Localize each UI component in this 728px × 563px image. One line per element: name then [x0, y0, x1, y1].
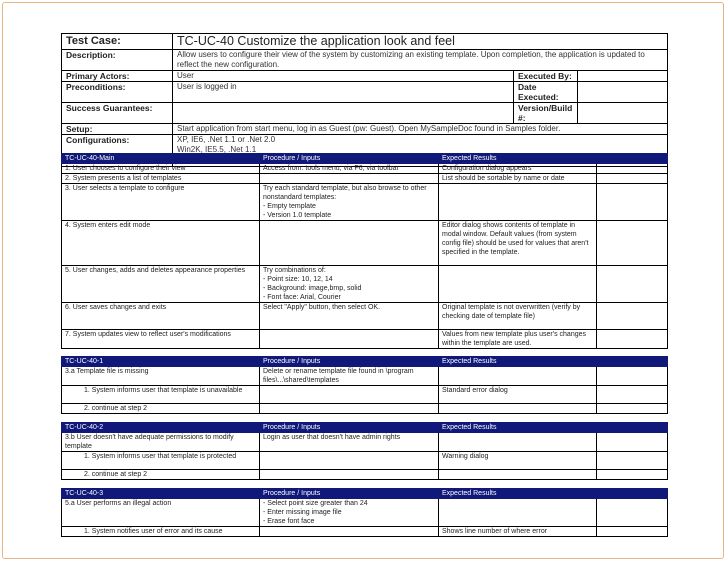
- main-flow-table: [61, 153, 668, 349]
- result-cell[interactable]: [597, 499, 668, 527]
- step-cell: 7. System updates view to reflect user's modifications: [62, 330, 260, 349]
- procedure-cell: [260, 330, 439, 349]
- expected-cell: [439, 470, 597, 480]
- step-cell: 3. User selects a template to configure: [62, 184, 260, 221]
- procedure-cell: Delete or rename template file found in \program files\...\shared\templates: [260, 367, 439, 386]
- expected-cell: Original template is not overwritten (verify by checking date of template file): [439, 303, 597, 330]
- procedure-cell: [260, 470, 439, 480]
- setup-label: Setup:: [62, 124, 173, 135]
- procedure-header: Procedure / Inputs: [260, 357, 439, 367]
- expected-cell: List should be sortable by name or date: [439, 174, 597, 184]
- result-cell[interactable]: [597, 527, 668, 537]
- expected-cell: [439, 184, 597, 221]
- procedure-cell: [260, 527, 439, 537]
- result-cell[interactable]: [597, 221, 668, 266]
- step-cell: 2. System presents a list of templates: [62, 174, 260, 184]
- procedure-cell: Try combinations of: - Point size: 10, 12, 14 - Background: image,bmp, solid - Font face: Arial, Courier: [260, 266, 439, 303]
- procedure-cell: [260, 221, 439, 266]
- procedure-cell: Login as user that doesn't have admin rights: [260, 433, 439, 452]
- description-value: Allow users to configure their view of the system by customizing an existing template. Upon completion, the application is updated to reflect the new configuration.: [173, 50, 668, 71]
- expected-cell: Warning dialog: [439, 452, 597, 470]
- expected-cell: Standard error dialog: [439, 386, 597, 404]
- step-cell: 1. System informs user that template is protected: [62, 452, 260, 470]
- date-executed-label: Date Executed:: [514, 82, 578, 103]
- setup-value: Start application from start menu, log in as Guest (pw: Guest). Open MySampleDoc found in Samples folder.: [173, 124, 668, 135]
- expected-results-header: Expected Results: [439, 423, 597, 433]
- procedure-cell: Select "Apply" button, then select OK.: [260, 303, 439, 330]
- expected-cell: Shows line number of where error: [439, 527, 597, 537]
- procedure-cell: [260, 452, 439, 470]
- alt-flow-id: TC-UC-40-2: [62, 423, 260, 433]
- description-label: Description:: [62, 50, 173, 71]
- procedure-cell: Try each standard template, but also browse to other nonstandard templates: - Empty template - Version 1.0 template: [260, 184, 439, 221]
- alt-flow-3-table: [61, 488, 668, 537]
- result-cell[interactable]: [597, 367, 668, 386]
- test-case-header-table: [61, 33, 668, 167]
- result-cell[interactable]: [597, 404, 668, 414]
- step-cell: 6. User saves changes and exits: [62, 303, 260, 330]
- step-cell: 2. continue at step 2: [62, 404, 260, 414]
- expected-cell: Configuration dialog appears: [439, 164, 597, 174]
- expected-results-header: Expected Results: [439, 154, 597, 164]
- result-cell[interactable]: [597, 330, 668, 349]
- step-cell: 4. System enters edit mode: [62, 221, 260, 266]
- result-cell[interactable]: [597, 266, 668, 303]
- step-cell: 3.b User doesn't have adequate permissions to modify template: [62, 433, 260, 452]
- step-cell: 1. System informs user that template is unavailable: [62, 386, 260, 404]
- expected-results-header: Expected Results: [439, 357, 597, 367]
- expected-results-header: Expected Results: [439, 489, 597, 499]
- expected-cell: Editor dialog shows contents of template in modal window. Default values (from system config file) should be used for values that aren't specified in the template.: [439, 221, 597, 266]
- procedure-cell: [260, 404, 439, 414]
- expected-cell: [439, 367, 597, 386]
- result-cell[interactable]: [597, 433, 668, 452]
- result-cell[interactable]: [597, 452, 668, 470]
- preconditions-value: User is logged in: [173, 82, 514, 103]
- step-cell: 5. User changes, adds and deletes appearance properties: [62, 266, 260, 303]
- procedure-header: Procedure / Inputs: [260, 423, 439, 433]
- result-cell[interactable]: [597, 174, 668, 184]
- date-executed-value[interactable]: [578, 82, 668, 103]
- executed-by-label: Executed By:: [514, 71, 578, 82]
- result-cell[interactable]: [597, 164, 668, 174]
- blank-header: [597, 154, 668, 164]
- step-cell: 1. System notifies user of error and its cause: [62, 527, 260, 537]
- config-line: Win2K, IE5.5, .Net 1.1: [177, 145, 257, 154]
- step-cell: 2. continue at step 2: [62, 470, 260, 480]
- procedure-cell: [260, 174, 439, 184]
- expected-cell: [439, 404, 597, 414]
- result-cell[interactable]: [597, 303, 668, 330]
- alt-flow-2-table: [61, 422, 668, 480]
- main-flow-id: TC-UC-40-Main: [62, 154, 260, 164]
- configurations-label: Configurations:: [62, 135, 173, 167]
- expected-cell: [439, 266, 597, 303]
- result-cell[interactable]: [597, 184, 668, 221]
- blank-header: [597, 423, 668, 433]
- alt-flow-id: TC-UC-40-1: [62, 357, 260, 367]
- test-case-label: Test Case:: [62, 34, 173, 50]
- alt-flow-1-table: [61, 356, 668, 414]
- step-cell: 5.a User performs an illegal action: [62, 499, 260, 527]
- procedure-cell: Access from: tools menu, via F6, via toolbar: [260, 164, 439, 174]
- procedure-header: Procedure / Inputs: [260, 489, 439, 499]
- executed-by-value[interactable]: [578, 71, 668, 82]
- alt-flow-id: TC-UC-40-3: [62, 489, 260, 499]
- success-guarantees-label: Success Guarantees:: [62, 103, 173, 124]
- procedure-cell: - Select point size greater than 24 - Enter missing image file - Erase font face: [260, 499, 439, 527]
- step-cell: 1. User chooses to configure their view: [62, 164, 260, 174]
- procedure-cell: [260, 386, 439, 404]
- primary-actors-value: User: [173, 71, 514, 82]
- expected-cell: [439, 433, 597, 452]
- blank-header: [597, 357, 668, 367]
- test-case-title: TC-UC-40 Customize the application look and feel: [173, 34, 668, 50]
- version-build-value[interactable]: [578, 103, 668, 124]
- step-cell: 3.a Template file is missing: [62, 367, 260, 386]
- result-cell[interactable]: [597, 386, 668, 404]
- blank-header: [597, 489, 668, 499]
- primary-actors-label: Primary Actors:: [62, 71, 173, 82]
- result-cell[interactable]: [597, 470, 668, 480]
- expected-cell: [439, 499, 597, 527]
- preconditions-label: Preconditions:: [62, 82, 173, 103]
- config-line: XP, IE6, .Net 1.1 or .Net 2.0: [177, 135, 276, 144]
- expected-cell: Values from new template plus user's changes within the template are used.: [439, 330, 597, 349]
- success-guarantees-value: [173, 103, 514, 124]
- version-build-label: Version/Build #:: [514, 103, 578, 124]
- procedure-header: Procedure / Inputs: [260, 154, 439, 164]
